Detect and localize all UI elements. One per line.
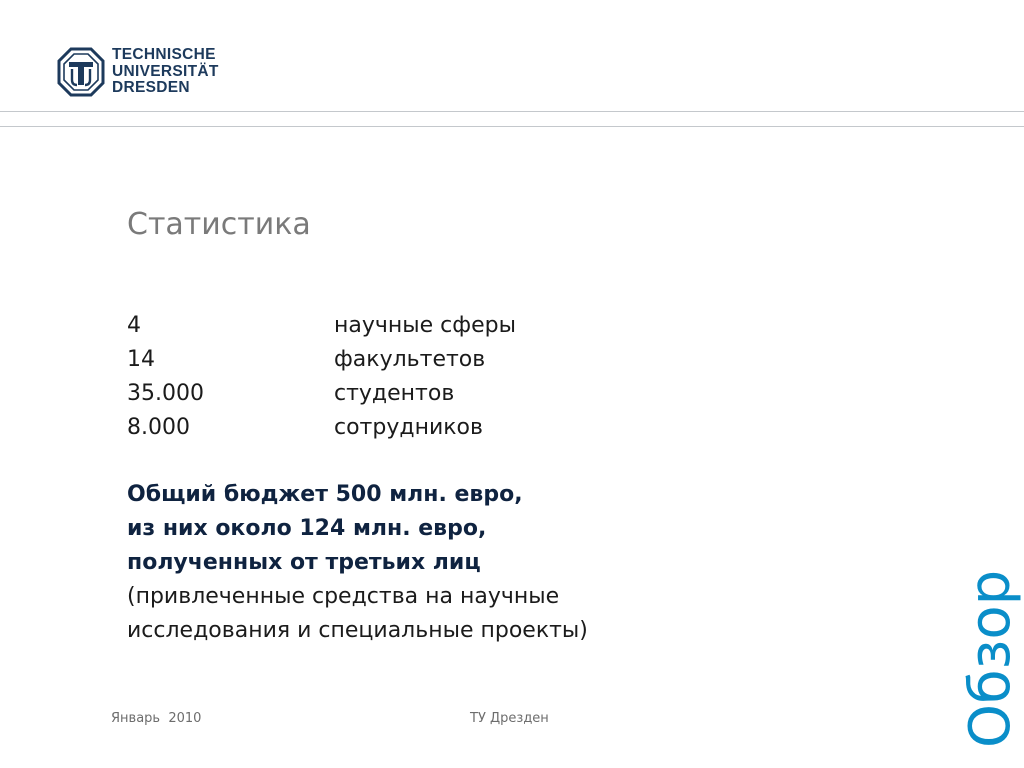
footer-org: ТУ Дрезден <box>470 711 549 726</box>
logo-wordmark <box>112 47 219 97</box>
stat-value: 14 <box>127 347 155 372</box>
logo-line: DRESDEN <box>112 79 190 97</box>
stat-value: 8.000 <box>127 415 190 440</box>
budget-line: полученных от третьих лиц <box>127 550 481 575</box>
tu-dresden-logo <box>57 47 219 97</box>
budget-line: из них около 124 млн. евро, <box>127 516 487 541</box>
stat-value: 35.000 <box>127 381 204 406</box>
stat-label: сотрудников <box>334 415 483 440</box>
budget-block <box>127 478 588 648</box>
footer-date: Январь 2010 <box>111 711 202 726</box>
budget-line: Общий бюджет 500 млн. евро, <box>127 482 523 507</box>
stat-label: факультетов <box>334 347 486 372</box>
section-label: Обзор <box>958 569 1023 748</box>
header-divider <box>0 111 1024 112</box>
budget-note-line: (привлеченные средства на научные <box>127 584 560 609</box>
stat-label: научные сферы <box>334 313 516 338</box>
header-divider <box>0 126 1024 127</box>
logo-line: UNIVERSITÄT <box>112 62 219 80</box>
stat-value: 4 <box>127 313 141 338</box>
stat-label: студентов <box>334 381 455 406</box>
slide-title: Статистика <box>127 207 311 242</box>
logo-line: TECHNISCHE <box>112 46 216 64</box>
budget-note-line: исследования и специальные проекты) <box>127 618 588 643</box>
tu-dresden-emblem-icon <box>57 47 105 97</box>
